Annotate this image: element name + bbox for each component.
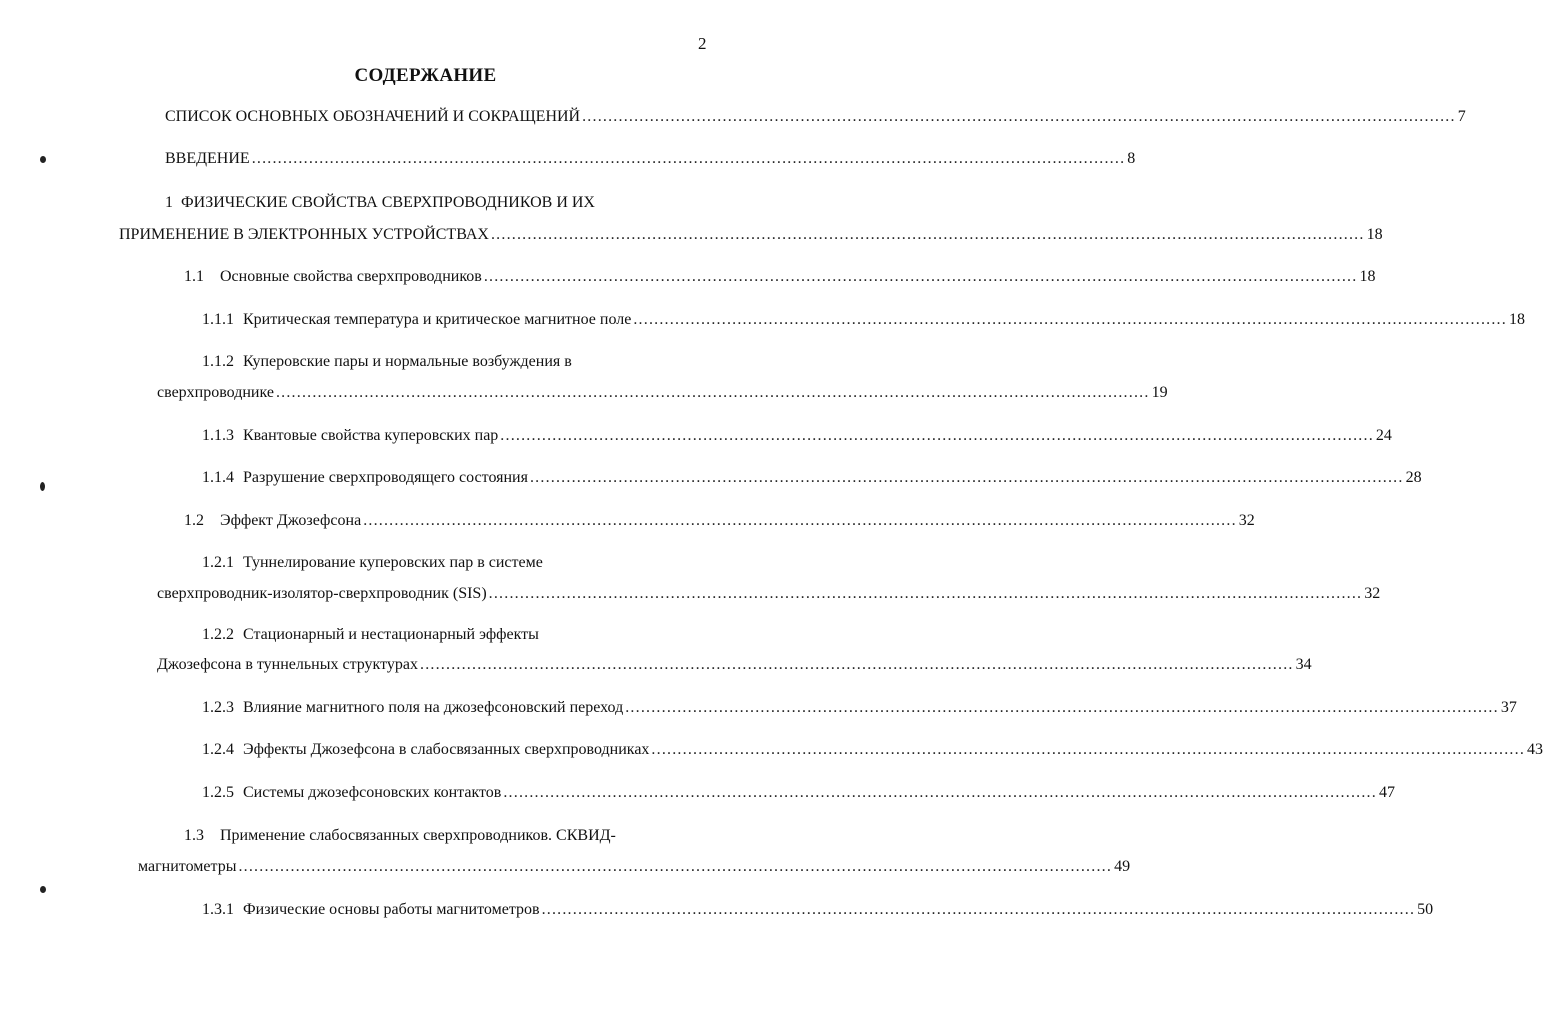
toc-entry-number: 1.2 bbox=[184, 512, 204, 529]
toc-entry-number: 1.2.2 bbox=[202, 626, 234, 643]
toc-entry-page: 18 bbox=[1508, 311, 1525, 328]
dot-leader: ........................................................................................................................................................................ bbox=[488, 585, 1363, 602]
toc-entry-text: ВВЕДЕНИЕ bbox=[165, 150, 250, 167]
toc-entry-number: 1.2.3 bbox=[202, 699, 234, 716]
toc-entry-number: 1.1.2 bbox=[202, 353, 234, 370]
toc-entry-number: 1.1.1 bbox=[202, 311, 234, 328]
toc-entry-text: Применение слабосвязанных сверхпроводников. СКВИД- bbox=[220, 827, 616, 844]
toc-entry-text: Джозефсона в туннельных структурах bbox=[157, 656, 418, 673]
toc-entry-page: 18 bbox=[1359, 268, 1376, 285]
toc-entry[interactable] bbox=[165, 194, 732, 216]
toc-entry-text: Влияние магнитного поля на джозефсоновский переход bbox=[243, 699, 624, 716]
toc-entry-text: Стационарный и нестационарный эффекты bbox=[243, 626, 539, 643]
dot-leader: ........................................................................................................................................................................ bbox=[251, 150, 1126, 167]
dot-leader: ........................................................................................................................................................................ bbox=[529, 469, 1404, 486]
toc-entry[interactable] bbox=[202, 427, 1392, 449]
dot-leader: ........................................................................................................................................................................ bbox=[483, 268, 1358, 285]
dot-leader: ........................................................................................................................................................................ bbox=[541, 901, 1416, 918]
toc-entry[interactable] bbox=[165, 108, 1466, 130]
toc-entry-continuation[interactable] bbox=[119, 226, 1383, 248]
dot-leader: ........................................................................................................................................................................ bbox=[490, 226, 1365, 243]
toc-entry-continuation[interactable] bbox=[157, 656, 1312, 678]
dot-leader: ........................................................................................................................................................................ bbox=[275, 384, 1150, 401]
toc-entry[interactable] bbox=[184, 512, 1255, 534]
toc-entry-text: ПРИМЕНЕНИЕ В ЭЛЕКТРОННЫХ УСТРОЙСТВАХ bbox=[119, 226, 489, 243]
toc-entry[interactable] bbox=[202, 741, 1543, 763]
toc-entry-number: 1.3.1 bbox=[202, 901, 234, 918]
toc-entry-number: 1.1 bbox=[184, 268, 204, 285]
page-title: СОДЕРЖАНИЕ bbox=[354, 65, 497, 86]
toc-entry-text: Куперовские пары и нормальные возбуждения в bbox=[243, 353, 572, 370]
toc-entry-page: 28 bbox=[1405, 469, 1422, 486]
toc-entry-page: 8 bbox=[1127, 150, 1136, 167]
toc-entry-text: Физические основы работы магнитометров bbox=[243, 901, 540, 918]
toc-entry-text: сверхпроводнике bbox=[157, 384, 274, 401]
toc-entry[interactable] bbox=[202, 353, 732, 375]
scan-speck bbox=[40, 886, 46, 893]
toc-entry-page: 37 bbox=[1500, 699, 1517, 716]
toc-entry[interactable] bbox=[202, 554, 732, 576]
toc-entry[interactable] bbox=[165, 150, 1136, 172]
toc-entry-text: Системы джозефсоновских контактов bbox=[243, 784, 502, 801]
toc-entry-text: Разрушение сверхпроводящего состояния bbox=[243, 469, 528, 486]
toc-entry-page: 7 bbox=[1457, 108, 1466, 125]
scan-speck bbox=[40, 482, 45, 491]
toc-entry-page: 32 bbox=[1238, 512, 1255, 529]
dot-leader: ........................................................................................................................................................................ bbox=[420, 656, 1294, 673]
dot-leader: ........................................................................................................................................................................ bbox=[582, 108, 1456, 125]
toc-entry-text: сверхпроводник-изолятор-сверхпроводник (SIS) bbox=[157, 585, 487, 602]
toc-entry-text: Эффект Джозефсона bbox=[220, 512, 362, 529]
toc-entry-continuation[interactable] bbox=[138, 858, 1131, 880]
toc-entry-text: Эффекты Джозефсона в слабосвязанных сверхпроводниках bbox=[243, 741, 650, 758]
dot-leader: ........................................................................................................................................................................ bbox=[651, 741, 1526, 758]
toc-entry-continuation[interactable] bbox=[157, 585, 1381, 607]
toc-entry-page: 43 bbox=[1527, 741, 1543, 758]
dot-leader: ........................................................................................................................................................................ bbox=[625, 699, 1499, 716]
dot-leader: ........................................................................................................................................................................ bbox=[238, 858, 1113, 875]
scan-speck bbox=[40, 156, 46, 163]
toc-entry-text: магнитометры bbox=[138, 858, 237, 875]
toc-entry-page: 47 bbox=[1378, 784, 1395, 801]
dot-leader: ........................................................................................................................................................................ bbox=[633, 311, 1507, 328]
toc-entry-number: 1.1.4 bbox=[202, 469, 234, 486]
toc-entry-continuation[interactable] bbox=[157, 384, 1168, 406]
dot-leader: ........................................................................................................................................................................ bbox=[500, 427, 1374, 444]
toc-entry-text: Основные свойства сверхпроводников bbox=[220, 268, 482, 285]
toc-entry-page: 34 bbox=[1295, 656, 1312, 673]
toc-entry-text: ФИЗИЧЕСКИЕ СВОЙСТВА СВЕРХПРОВОДНИКОВ И ИХ bbox=[181, 194, 595, 211]
toc-entry-number: 1 bbox=[165, 194, 173, 211]
toc-entry-text: СПИСОК ОСНОВНЫХ ОБОЗНАЧЕНИЙ И СОКРАЩЕНИЙ bbox=[165, 108, 581, 125]
toc-entry[interactable] bbox=[184, 268, 1376, 290]
page-number: 2 bbox=[698, 34, 707, 53]
dot-leader: ........................................................................................................................................................................ bbox=[503, 784, 1377, 801]
toc-entry[interactable] bbox=[202, 311, 1525, 333]
toc-entry-page: 49 bbox=[1114, 858, 1131, 875]
toc-entry-text: Туннелирование куперовских пар в системе bbox=[243, 554, 543, 571]
dot-leader: ........................................................................................................................................................................ bbox=[363, 512, 1237, 529]
toc-entry-number: 1.3 bbox=[184, 827, 204, 844]
toc-entry-page: 32 bbox=[1364, 585, 1381, 602]
toc-entry[interactable] bbox=[184, 827, 732, 849]
toc-entry[interactable] bbox=[202, 699, 1517, 721]
toc-entry-page: 50 bbox=[1417, 901, 1434, 918]
toc-entry-text: Квантовые свойства куперовских пар bbox=[243, 427, 499, 444]
toc-entry[interactable] bbox=[202, 784, 1395, 806]
toc-entry-page: 18 bbox=[1366, 226, 1383, 243]
toc-entry-number: 1.1.3 bbox=[202, 427, 234, 444]
toc-entry[interactable] bbox=[202, 469, 1422, 491]
toc-entry-page: 19 bbox=[1151, 384, 1168, 401]
toc-entry-number: 1.2.5 bbox=[202, 784, 234, 801]
toc-entry-page: 24 bbox=[1375, 427, 1392, 444]
toc-entry-number: 1.2.4 bbox=[202, 741, 234, 758]
toc-entry-number: 1.2.1 bbox=[202, 554, 234, 571]
toc-entry[interactable] bbox=[202, 901, 1434, 923]
toc-entry[interactable] bbox=[202, 626, 732, 648]
toc-entry-text: Критическая температура и критическое магнитное поле bbox=[243, 311, 632, 328]
